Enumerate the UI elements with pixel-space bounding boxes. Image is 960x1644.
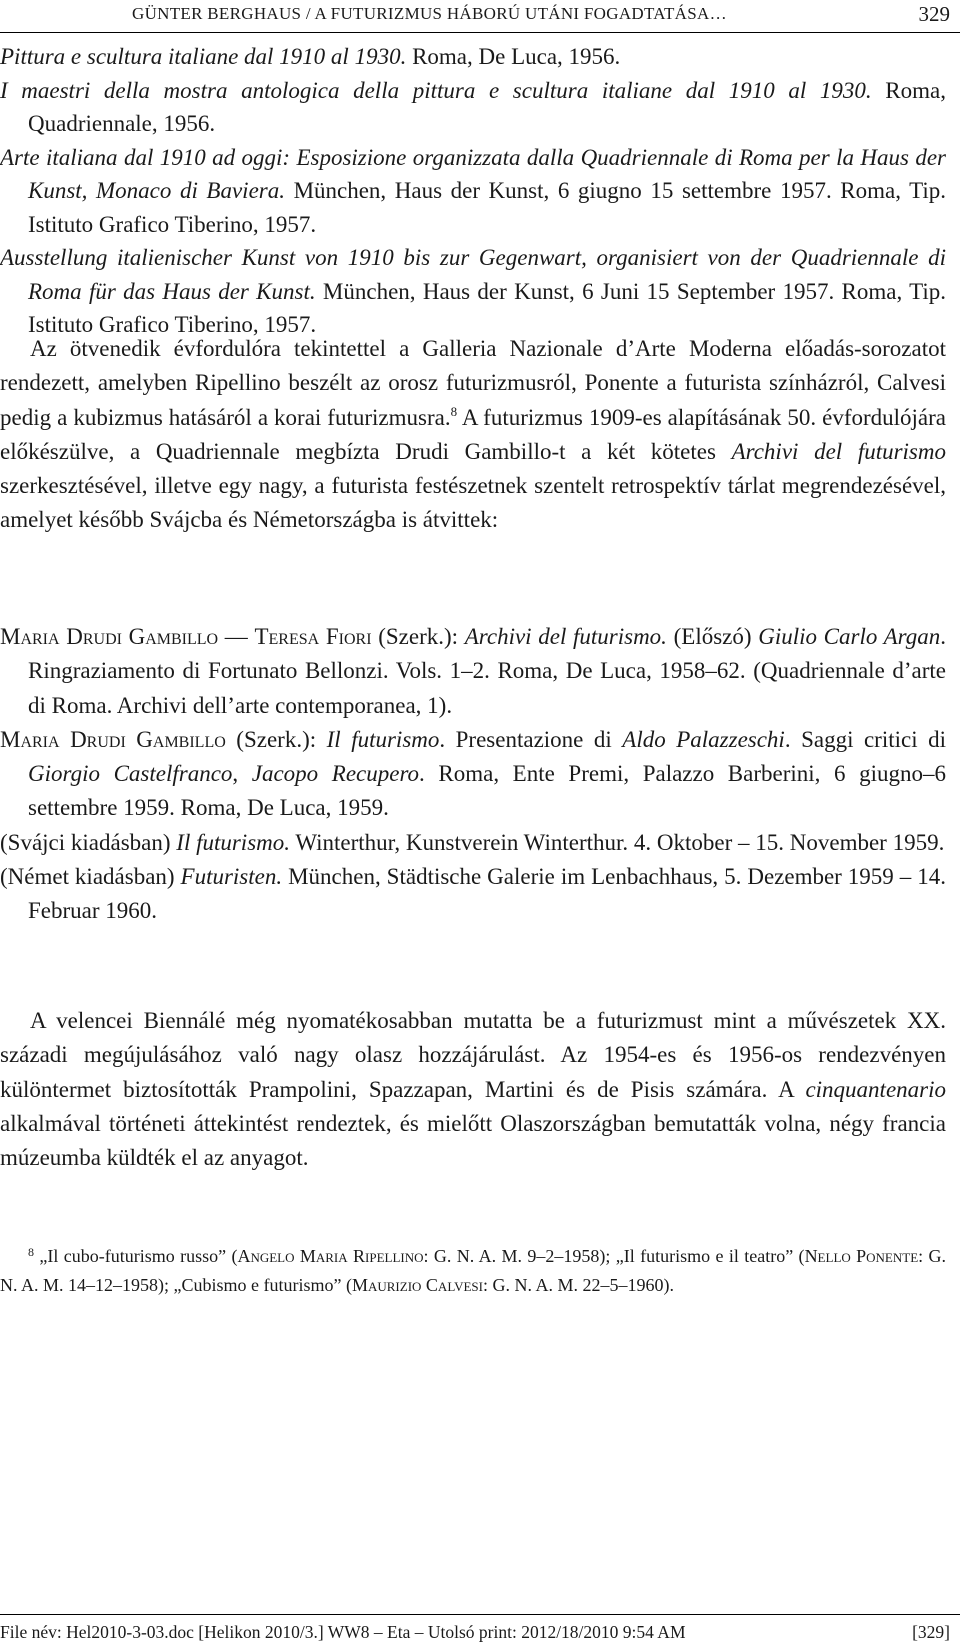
reference-details: München, Haus der Kunst, 6 giugno 15 settembre 1957. Roma, Tip. Istituto Grafico Tiberino, 1957.	[28, 178, 946, 237]
reference-entry	[0, 141, 946, 242]
reference-list	[0, 40, 946, 342]
footnote-text: : G. N. A. M. 9–2–1958); „Il futurismo e il teatro” (	[423, 1246, 805, 1266]
author-name: Angelo Maria Ripellino	[237, 1246, 424, 1266]
header-rule	[0, 32, 960, 33]
reference-title: Arte italiana dal 1910 ad oggi: Esposizione organizzata dalla Quadriennale di Roma per la Haus der Kunst, Monaco di Baviera.	[0, 144, 946, 203]
edition-note: (Német kiadásban)	[0, 864, 181, 890]
bibliography-entry	[0, 826, 946, 860]
paragraph-text: Az ötvenedik évfordulóra tekintettel a Galleria Nazionale d’Arte Moderna előadás-sorozatot rendezett, amelyben Ripellino beszélt az orosz futurizmusról, Ponente a futurista színházról, Calvesi pedig a kubizmus hatásáról a korai futurizmusra.	[0, 336, 946, 430]
author-name: Maurizio Calvesi	[351, 1275, 483, 1295]
entry-text: ,	[232, 761, 252, 787]
page-header	[0, 0, 960, 34]
bibliography	[0, 620, 946, 929]
reference-entry	[0, 40, 946, 74]
critic-name: Giorgio Castelfranco	[28, 761, 233, 787]
author-name: Maria Drudi Gambillo	[0, 726, 226, 752]
reference-entry	[0, 241, 946, 342]
critic-name: Jacopo Recupero	[251, 761, 420, 787]
bibliography-entry	[0, 860, 946, 929]
entry-text: . Roma, Ente Premi, Palazzo Barberini, 6 giugno–6 settembre 1959. Roma, De Luca, 1959.	[28, 761, 946, 821]
author-name: Teresa Fiori	[254, 624, 372, 649]
work-title: Il futurismo	[326, 726, 440, 752]
body-paragraph	[0, 1004, 946, 1175]
footer-page-number: [329]	[912, 1622, 950, 1642]
page-number: 329	[918, 2, 950, 26]
edition-note: (Svájci kiadásban)	[0, 829, 177, 855]
paragraph-text: alkalmával történeti áttekintést rendeztek, és mielőtt Olaszországban bemutatták volna, négy francia múzeumba küldték el az anyagot.	[0, 1110, 946, 1171]
work-title: Archivi del futurismo.	[464, 624, 667, 649]
footnote-number: 8	[28, 1245, 34, 1259]
footnote-text: „Il cubo-futurismo russo” (	[34, 1246, 238, 1266]
reference-details: Roma, De Luca, 1956.	[406, 44, 621, 69]
entry-text: . Saggi critici di	[784, 726, 947, 752]
footnote	[0, 1238, 946, 1300]
entry-text: München, Städtische Galerie im Lenbachhaus, 5. Dezember 1959 – 14. Februar 1960.	[28, 864, 946, 924]
italic-term: cinquantenario	[805, 1076, 946, 1102]
entry-text: (Előszó)	[666, 624, 759, 649]
entry-text: . Ringraziamento di Fortunato Bellonzi. Vols. 1–2. Roma, De Luca, 1958–62. (Quadriennale d’arte di Roma. Archivi dell’arte contemporanea, 1).	[28, 624, 946, 718]
author-name: Nello Ponente	[804, 1246, 919, 1266]
reference-title: Pittura e scultura italiane dal 1910 al 1930.	[0, 44, 407, 69]
reference-title: Ausstellung italienischer Kunst von 1910 bis zur Gegenwart, organisiert von der Quadriennale di Roma für das Haus der Kunst.	[0, 245, 946, 304]
reference-title: I maestri della mostra antologica della pittura e scultura italiane dal 1910 al 1930.	[0, 77, 872, 103]
author-name: Maria Drudi Gambillo	[0, 624, 219, 649]
body-paragraph	[0, 332, 946, 538]
paragraph-text: A futurizmus 1909-es alapításának 50. évfordulójára előkészülve, a Quadriennale megbízta Drudi Gambillo-t a két kötetes	[0, 404, 946, 464]
reference-details: München, Haus der Kunst, 6 Juni 15 September 1957. Roma, Tip. Istituto Grafico Tiberino, 1957.	[28, 278, 947, 337]
entry-text: Winterthur, Kunstverein Winterthur. 4. Oktober – 15. November 1959.	[290, 829, 945, 855]
paragraph-text: A velencei Biennálé még nyomatékosabban mutatta be a futurizmust mint a művészetek XX. századi megújulásához való nagy olasz hozzájárulást. Az 1954-es és 1956-os rendezvényen különtermet biztosították Prampolini, Spazzapan, Martini és de Pisis számára. A	[0, 1008, 946, 1102]
bibliography-entry	[0, 620, 946, 723]
paragraph-text: szerkesztésével, illetve egy nagy, a futurista festészetnek szentelt retrospektív tárlat megrendezésével, amelyet később Svájcba és Németországba is átvittek:	[0, 473, 946, 533]
footnote-text: : G. N. A. M. 14–12–1958); „Cubismo e futurismo” (	[0, 1246, 947, 1295]
entry-text: . Presentazione di	[439, 726, 623, 752]
footer-rule	[0, 1614, 960, 1615]
work-title: Il futurismo.	[176, 829, 291, 855]
footnote-text: : G. N. A. M. 22–5–1960).	[482, 1275, 674, 1295]
work-title: Futuristen.	[180, 864, 283, 890]
footnote-reference[interactable]: 8	[450, 403, 458, 419]
presenter-name: Aldo Palazzeschi	[622, 726, 785, 752]
preface-author: Giulio Carlo Argan	[758, 624, 941, 649]
reference-entry	[0, 74, 946, 141]
page-footer	[0, 1614, 960, 1644]
bibliography-entry	[0, 723, 946, 826]
author-separator: —	[218, 624, 255, 649]
editor-role: (Szerk.):	[225, 726, 327, 752]
editor-role: (Szerk.):	[371, 624, 465, 649]
file-info: File név: Hel2010-3-03.doc [Helikon 2010/3.] WW8 – Eta – Utolsó print: 2012/18/2010 9:54 AM	[0, 1622, 686, 1642]
italic-title: Archivi del futurismo	[731, 438, 946, 464]
reference-details: Roma, Quadriennale, 1956.	[28, 77, 946, 136]
running-head: GÜNTER BERGHAUS / A FUTURIZMUS HÁBORÚ UTÁNI FOGADTATÁSA…	[132, 4, 727, 23]
